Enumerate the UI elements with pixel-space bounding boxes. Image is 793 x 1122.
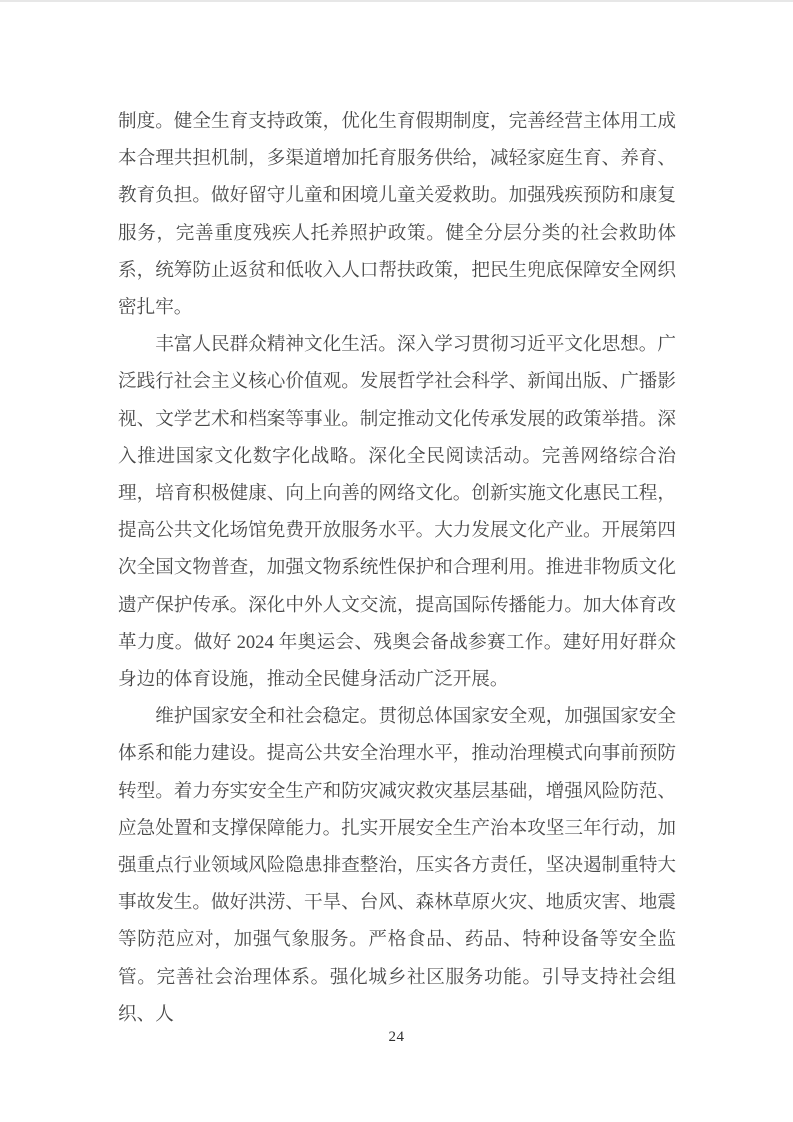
page-top-edge <box>0 0 793 2</box>
document-text-block <box>118 103 676 1033</box>
paragraph-security: 维护国家安全和社会稳定。贯彻总体国家安全观，加强国家安全体系和能力建设。提高公共安全治理水平，推动治理模式向事前预防转型。着力夯实安全生产和防灾减灾救灾基层基础，增强风险防范、应急处置和支撑保障能力。扎实开展安全生产治本攻坚三年行动，加强重点行业领域风险隐患排查整治，压实各方责任，坚决遏制重特大事故发生。做好洪涝、干旱、台风、森林草原火灾、地质灾害、地震等防范应对，加强气象服务。严格食品、药品、特种设备等安全监管。完善社会治理体系。强化城乡社区服务功能。引导支持社会组织、人 <box>118 706 676 1025</box>
paragraph-continuation: 制度。健全生育支持政策，优化生育假期制度，完善经营主体用工成本合理共担机制，多渠道增加托育服务供给，减轻家庭生育、养育、教育负担。做好留守儿童和困境儿童关爱救助。加强残疾预防和康复服务，完善重度残疾人托养照护政策。健全分层分类的社会救助体系，统筹防止返贫和低收入人口帮扶政策，把民生兜底保障安全网织密扎牢。 <box>118 111 676 319</box>
paragraph-culture: 丰富人民群众精神文化生活。深入学习贯彻习近平文化思想。广泛践行社会主义核心价值观。发展哲学社会科学、新闻出版、广播影视、文学艺术和档案等事业。制定推动文化传承发展的政策举措。深入推进国家文化数字化战略。深化全民阅读活动。完善网络综合治理，培育积极健康、向上向善的网络文化。创新实施文化惠民工程，提高公共文化场馆免费开放服务水平。大力发展文化产业。开展第四次全国文物普查，加强文物系统性保护和合理利用。推进非物质文化遗产保护传承。深化中外人文交流，提高国际传播能力。加大体育改革力度。做好 2024 年奥运会、残奥会备战参赛工作。建好用好群众身边的体育设施，推动全民健身活动广泛开展。 <box>118 334 676 691</box>
page-footer <box>0 1028 793 1046</box>
page-number: 24 <box>388 1029 405 1045</box>
